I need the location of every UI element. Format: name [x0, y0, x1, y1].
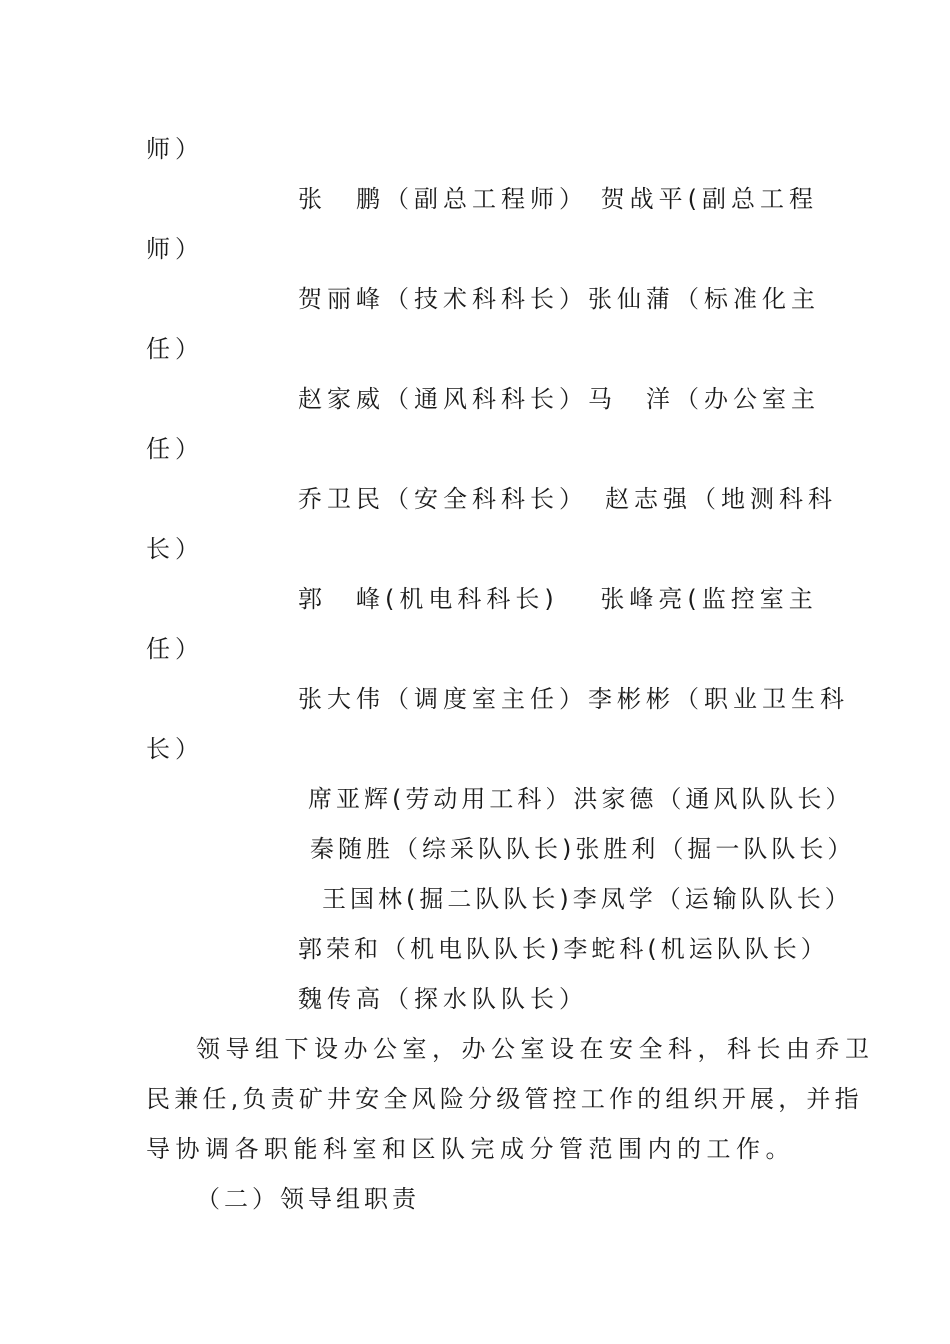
member-line: 长） [146, 735, 204, 763]
member-line: 张大伟（调度室主任）李彬彬（职业卫生科 [298, 685, 849, 713]
member-line: 师） [146, 135, 204, 163]
paragraph-line: 导协调各职能科室和区队完成分管范围内的工作。 [146, 1135, 795, 1163]
member-line: 席亚辉(劳动用工科）洪家德（通风队队长） [308, 785, 854, 813]
member-line: 郭 峰(机电科科长) 张峰亮(监控室主 [298, 585, 818, 613]
member-line: 长） [146, 535, 204, 563]
member-line: 赵家威（通风科科长）马 洋（办公室主 [298, 385, 820, 413]
paragraph-line: 领导组下设办公室，办公室设在安全科，科长由乔卫 [196, 1035, 875, 1063]
member-line: 秦随胜（综采队队长)张胜利（掘一队队长） [310, 835, 856, 863]
member-line: 魏传高（探水队队长） [298, 985, 588, 1013]
member-line: 王国林(掘二队队长)李凤学（运输队队长） [322, 885, 853, 913]
member-line: 张 鹏（副总工程师） 贺战平(副总工程 [298, 185, 818, 213]
member-line: 任） [146, 435, 204, 463]
member-line: 师） [146, 235, 204, 263]
paragraph-line: 民兼任,负责矿井安全风险分级管控工作的组织开展，并指 [146, 1085, 863, 1113]
member-line: 贺丽峰（技术科科长）张仙蒲（标准化主 [298, 285, 820, 313]
member-line: 乔卫民（安全科科长） 赵志强（地测科科 [298, 485, 837, 513]
member-line: 郭荣和（机电队队长)李蛇科(机运队队长） [298, 935, 829, 963]
section-heading: （二）领导组职责 [196, 1185, 420, 1213]
member-line: 任） [146, 335, 204, 363]
member-line: 任） [146, 635, 204, 663]
